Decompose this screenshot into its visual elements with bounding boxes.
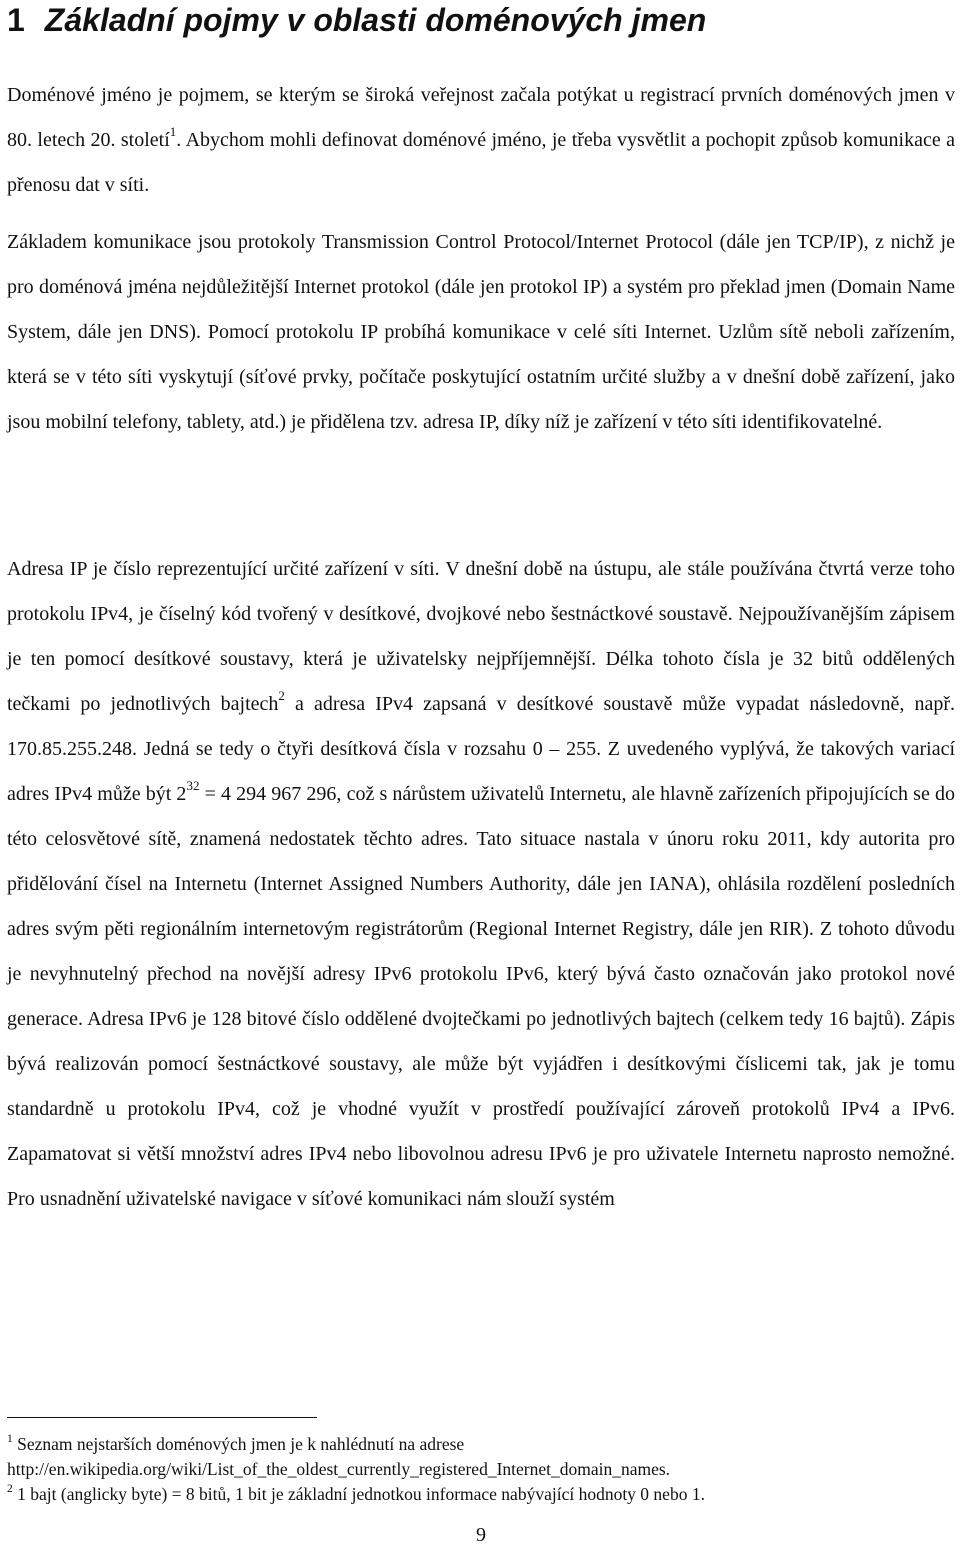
paragraph-text: = 4 294 967 296, což s nárůstem uživatelů Internetu, ale hlavně zařízeních připojujících se do této celosvětové sítě, znamená nedostatek těchto adres. Tato situace nastala v únoru roku 2011, kdy autorita pro přidělování čísel na Internetu (Internet Assigned Numbers Authority, dále jen IANA), ohlásila rozdělení posledních adres svým pěti regionálním internetovým registrátorům (Regional Internet Registry, dále jen RIR). Z tohoto důvodu je nevyhnutelný přechod na novější adresy IPv6 protokolu IPv6, který bývá často označován jako protokol nové generace. Adresa IPv6 je 128 bitové číslo oddělené dvojtečkami po jednotlivých bajtech (celkem tedy 16 bajtů). Zápis bývá realizován pomocí šestnáctkové soustavy, ale může být vyjádřen i desítkovými číslicemi tak, jak je tomu standardně u protokolu IPv4, což je vhodné využít v prostředí používající zároveň protokolů IPv4 a IPv6. Zapamatovat si větší množství adres IPv4 nebo libovolnou adresu IPv6 je pro uživatele Internetu naprosto nemožné. Pro usnadnění uživatelské navigace v síťové komunikaci nám slouží systém [7,783,955,1210]
paragraph-text: . Abychom mohli definovat doménové jméno, je třeba vysvětlit a pochopit způsob komunikace a přenosu dat v síti. [7,129,955,196]
footnote-separator [7,1417,317,1418]
footnote-text: 1 bajt (anglicky byte) = 8 bitů, 1 bit je základní jednotkou informace nabývající hodnoty 0 nebo 1. [17,1484,705,1504]
page-number: 9 [476,1524,486,1546]
footnote-text: Seznam nejstarších doménových jmen je k nahlédnutí na adrese [17,1434,465,1454]
footnote-2 [7,1482,955,1507]
footnote-ref-2[interactable]: 2 [278,688,285,704]
footnote-marker: 1 [7,1433,13,1446]
exponent: 32 [186,778,200,794]
paragraph-text: Doménové jméno je pojmem, se kterým se široká veřejnost začala potýkat u registrací prvních doménových jmen v 80. letech 20. století [7,84,955,151]
footnote-marker: 2 [7,1483,13,1496]
footnotes [7,1432,955,1507]
paragraph-text: Základem komunikace jsou protokoly Transmission Control Protocol/Internet Protocol (dále jen TCP/IP), z nichž je pro doménová jména nejdůležitější Internet protokol (dále jen protokol IP) a systém pro překlad jmen (Domain Name System, dále jen DNS). Pomocí protokolu IP probíhá komunikace v celé síti Internet. Uzlům sítě neboli zařízením, která se v této síti vyskytují (síťové prvky, počítače poskytující ostatním určité služby a v dnešní době zařízení, jako jsou mobilní telefony, tablety, atd.) je přidělena tzv. adresa IP, díky níž je zařízení v této síti identifikovatelné. [7,231,955,433]
paragraph-protocols [7,220,955,445]
paragraph-text: a adresa IPv4 zapsaná v desítkové soustavě může vypadat následovně, např. 170.85.255.248. Jedná se tedy o čtyři desítková čísla v rozsahu 0 – 255. Z uvedeného vyplývá, že takových variací adres IPv4 může být 2 [7,693,956,805]
paragraph-ip-address [7,547,955,1222]
footnote-1 [7,1432,955,1482]
chapter-number: 1 [7,2,25,38]
footnote-link[interactable]: http://en.wikipedia.org/wiki/List_of_the_oldest_currently_registered_Internet_domain_names. [7,1459,671,1479]
paragraph-intro [7,73,955,208]
chapter-title: Základní pojmy v oblasti doménových jmen [44,2,707,38]
chapter-heading [7,0,706,40]
footnote-ref-1[interactable]: 1 [169,124,177,140]
paragraph-text: Adresa IP je číslo reprezentující určité zařízení v síti. V dnešní době na ústupu, ale stále používána čtvrtá verze toho protokolu IPv4, je číselný kód tvořený v desítkové, dvojkové nebo šestnáctkové soustavě. Nejpoužívanějším zápisem je ten pomocí desítkové soustavy, která je uživatelsky nejpříjemnější. Délka tohoto čísla je 32 bitů oddělených tečkami po jednotlivých bajtech [7,558,955,715]
